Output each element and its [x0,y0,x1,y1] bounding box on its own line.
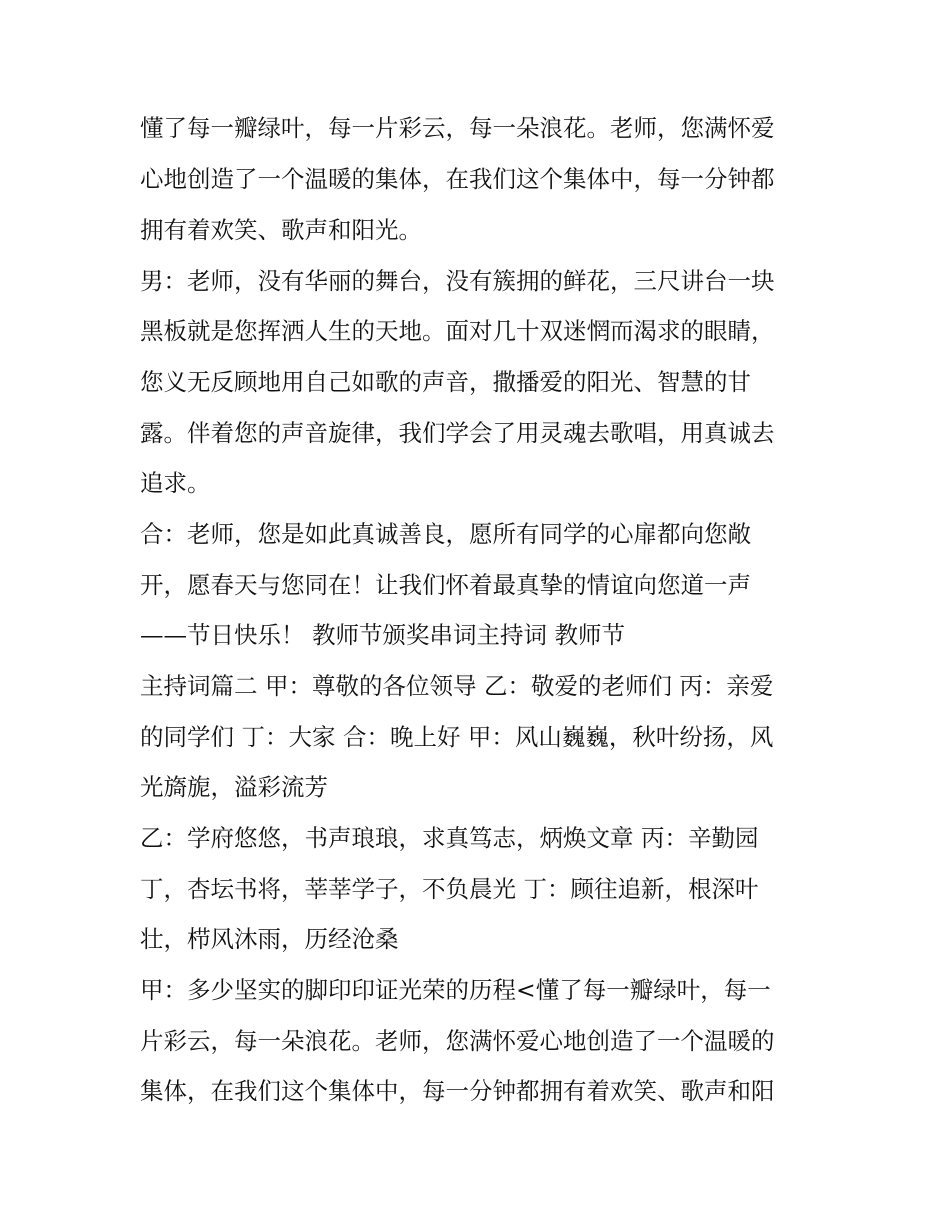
text-line: 乙：学府悠悠，书声琅琅，求真笃志，炳焕文章 丙：辛勤园 [140,824,759,852]
text-line: 黑板就是您挥洒人生的天地。面对几十双迷惘而渴求的眼睛， [140,317,775,345]
text-line: 追求。 [140,469,211,497]
text-line: 甲：多少坚实的脚印印证光荣的历程<懂了每一瓣绿叶，每一 [140,976,771,1004]
text-line: 心地创造了一个温暖的集体，在我们这个集体中，每一分钟都 [140,165,775,193]
text-line: 壮，栉风沐雨，历经沧桑 [140,925,399,953]
text-line: 光旖旎，溢彩流芳 [140,773,328,801]
text-line: 丁，杏坛书将，莘莘学子，不负晨光 丁：顾往追新，根深叶 [140,875,759,903]
text-line: 合：老师，您是如此真诚善良，愿所有同学的心扉都向您敞 [140,520,751,548]
text-line: 开，愿春天与您同在！让我们怀着最真挚的情谊向您道一声 [140,571,751,599]
text-line: ——节日快乐！ 教师节颁奖串词主持词 教师节 [140,621,625,649]
text-line: 懂了每一瓣绿叶，每一片彩云，每一朵浪花。老师，您满怀爱 [140,114,775,142]
text-line: 男：老师，没有华丽的舞台，没有簇拥的鲜花，三尺讲台一块 [140,267,775,295]
text-line: 片彩云，每一朵浪花。老师，您满怀爱心地创造了一个温暖的 [140,1027,775,1055]
text-line: 主持词篇二 甲：尊敬的各位领导 乙：敬爱的老师们 丙：亲爱 [140,672,774,700]
text-line: 拥有着欢笑、歌声和阳光。 [140,216,422,244]
text-line: 集体，在我们这个集体中，每一分钟都拥有着欢笑、歌声和阳 [140,1077,775,1105]
text-line: 您义无反顾地用自己如歌的声音，撒播爱的阳光、智慧的甘 [140,368,751,396]
text-line: 露。伴着您的声音旋律，我们学会了用灵魂去歌唱，用真诚去 [140,419,775,447]
text-line: 的同学们 丁：大家 合：晚上好 甲：风山巍巍，秋叶纷扬，风 [140,723,774,751]
